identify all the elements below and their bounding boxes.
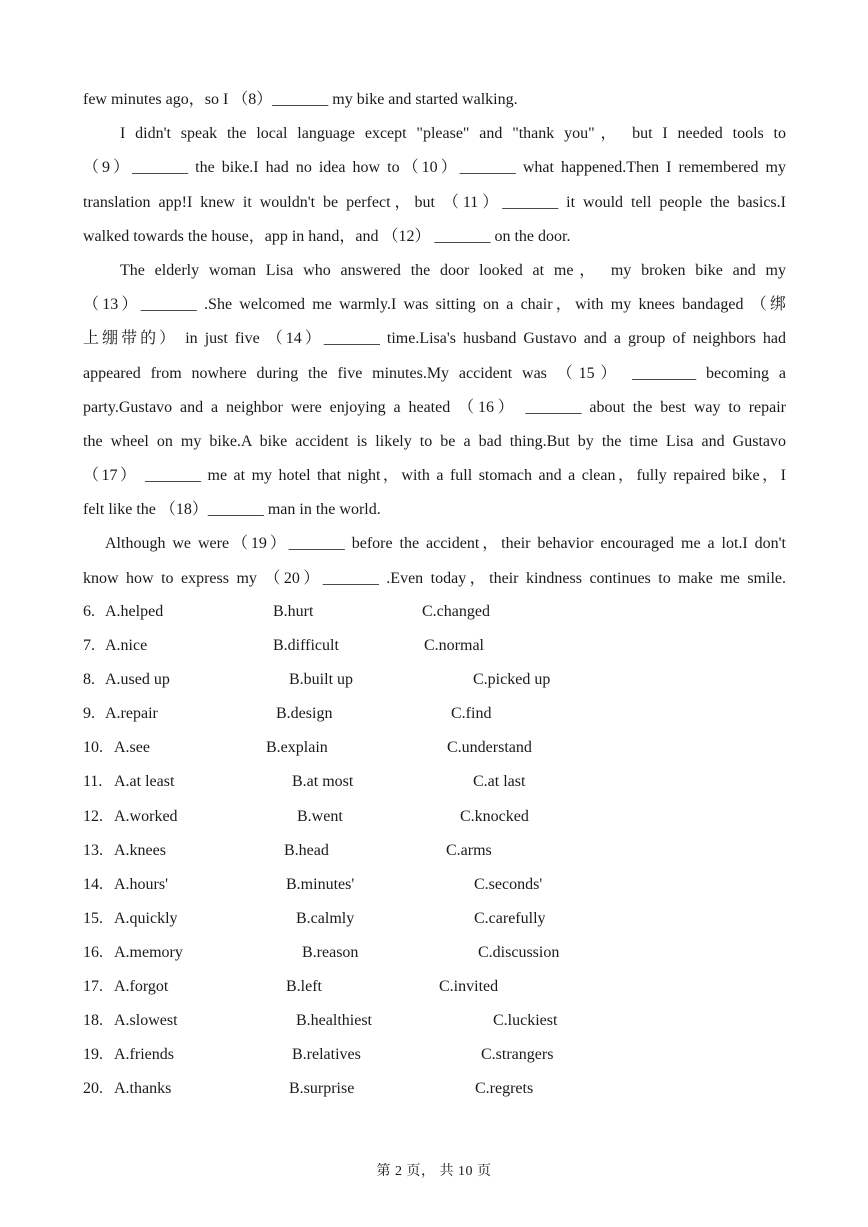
option-c: C.strangers [481,1046,554,1064]
option-a: A.knees [114,841,166,859]
option-c: C.discussion [478,943,560,961]
option-b: B.hurt [273,603,314,620]
passage-line: felt like the （18）_______ man in the world. [83,501,381,519]
passage-line: the wheel on my bike.A bike accident is likely to be a bad thing.But by the time Lisa and Gustavo [83,432,786,450]
option-b: B.built up [289,671,354,689]
question-number: 16. [83,943,103,961]
question-item [83,868,786,902]
question-item [83,902,786,936]
question-item [83,663,786,697]
option-b: B.went [297,807,343,825]
passage-line: know how to express my （20）_______ .Even today，their kindness continues to make me smile. [83,569,786,587]
option-a: A.used up [105,671,170,689]
option-b: B.difficult [273,637,339,655]
option-a: A.friends [114,1046,174,1064]
cloze-passage [83,83,786,596]
question-item [83,936,786,970]
option-c: C.picked up [473,671,551,689]
question-item [83,800,786,834]
question-number: 18. [83,1012,103,1030]
question-list [83,595,786,1106]
passage-line: （9）_______ the bike.I had no idea how to（10）_______ what happened.Then I remembered my [83,159,786,177]
option-a: A.forgot [114,978,169,996]
option-b: B.healthiest [296,1012,372,1030]
option-a: A.at least [114,773,175,791]
question-number: 14. [83,875,103,893]
option-c: C.regrets [475,1080,534,1098]
question-item [83,1038,786,1072]
question-item [83,731,786,765]
option-c: C.changed [422,603,490,620]
option-b: B.design [276,705,333,723]
question-number: 17. [83,978,103,996]
option-b: B.minutes' [286,875,355,893]
option-c: C.seconds' [474,875,543,893]
option-a: A.see [114,739,150,757]
option-a: A.quickly [114,909,178,927]
question-item [83,1004,786,1038]
passage-line: walked towards the house，app in hand，and （12） _______ on the door. [83,227,571,245]
question-item [83,1072,786,1106]
option-a: A.hours' [114,875,168,893]
question-item [83,834,786,868]
option-c: C.luckiest [493,1012,558,1030]
question-item [83,629,786,663]
option-b: B.reason [302,943,359,961]
option-c: C.find [451,705,492,723]
option-a: A.nice [105,637,148,655]
question-item [83,765,786,799]
passage-line: appeared from nowhere during the five minutes.My accident was （15） ________ becoming a [83,364,786,382]
question-number: 7. [83,637,95,655]
option-b: B.surprise [289,1080,355,1098]
option-c: C.carefully [474,909,546,927]
passage-line: party.Gustavo and a neighbor were enjoying a heated （16） _______ about the best way to repair [83,398,786,416]
option-b: B.relatives [292,1046,361,1064]
question-number: 6. [83,603,95,620]
passage-line: （17） _______ me at my hotel that night，with a full stomach and a clean，fully repaired bike，I [83,467,786,485]
option-b: B.calmly [296,909,355,927]
option-c: C.invited [439,978,499,996]
option-b: B.head [284,841,329,859]
passage-line: 上绷带的） in just five （14）_______ time.Lisa's husband Gustavo and a group of neighbors had [83,330,786,348]
option-a: A.helped [105,603,164,620]
option-a: A.slowest [114,1012,178,1030]
option-a: A.memory [114,943,183,961]
option-b: B.at most [292,773,354,791]
question-number: 20. [83,1080,103,1098]
option-a: A.repair [105,705,158,723]
option-b: B.left [286,978,322,996]
option-b: B.explain [266,739,328,757]
option-c: C.arms [446,841,492,859]
question-item [83,970,786,1004]
passage-line: Although we were（19）_______ before the accident，their behavior encouraged me a lot.I don't [105,535,786,553]
question-number: 13. [83,841,103,859]
page-footer: 第 2 页， 共 10 页 [376,1164,492,1179]
option-a: A.thanks [114,1080,172,1098]
question-number: 15. [83,909,103,927]
question-number: 9. [83,705,95,723]
question-number: 11. [83,773,103,791]
option-c: C.understand [447,739,532,757]
option-c: C.normal [424,637,484,655]
question-number: 10. [83,739,103,757]
passage-line: few minutes ago，so I （8）_______ my bike and started walking. [83,91,518,108]
passage-line: I didn't speak the local language except "please" and "thank you"， but I needed tools to [120,125,786,143]
question-item [83,697,786,731]
option-a: A.worked [114,807,178,825]
passage-line: translation app!I knew it wouldn't be perfect，but （11）_______ it would tell people the basics.I [83,193,786,211]
question-number: 8. [83,671,95,689]
option-c: C.at last [473,773,526,791]
passage-line: （13）_______ .She welcomed me warmly.I was sitting on a chair，with my knees bandaged （绑 [83,296,786,314]
question-number: 19. [83,1046,103,1064]
question-item [83,595,786,629]
passage-line: The elderly woman Lisa who answered the door looked at me， my broken bike and my [120,261,786,279]
question-number: 12. [83,807,103,825]
option-c: C.knocked [460,807,529,825]
